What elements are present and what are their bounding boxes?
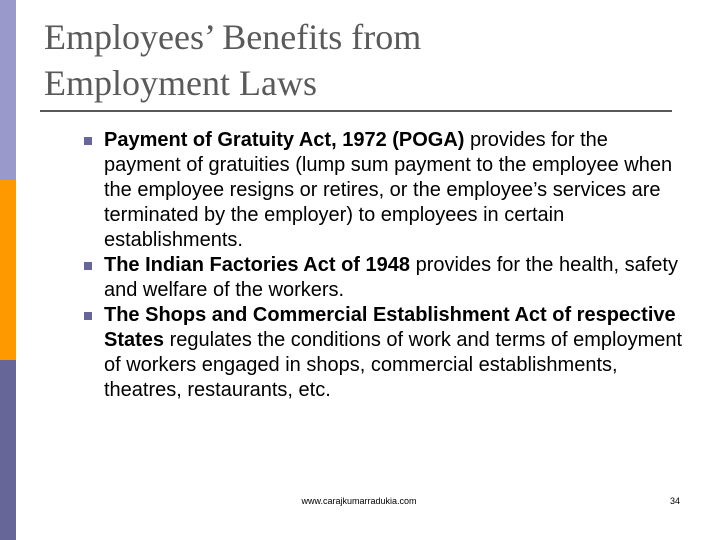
- square-bullet-icon: [84, 137, 92, 145]
- slide-title-line-2: Employment Laws: [44, 63, 317, 103]
- title-divider: [40, 110, 672, 112]
- slide-title: [44, 14, 684, 106]
- page-number: 34: [669, 496, 680, 506]
- bullet-body: regulates the conditions of work and terms of employment of workers engaged in shops, commercial establishments, theatres, restaurants, etc.: [104, 329, 683, 401]
- square-bullet-icon: [84, 262, 92, 270]
- bullet-body: provides for the payment of gratuities (lump sum payment to the employee when the employee resigns or retires, or the employee’s services are terminated by the employer) to employees in certain establishments.: [104, 129, 673, 251]
- bullet-item-gratuity: [84, 128, 684, 253]
- bullet-heading: Payment of Gratuity Act, 1972 (POGA): [104, 129, 465, 151]
- bullet-item-factories-act: [84, 253, 684, 303]
- footer-url: www.carajkumarradukia.com: [301, 496, 417, 506]
- bullet-list: [84, 128, 684, 403]
- slide-title-line-1: Employees’ Benefits from: [44, 17, 422, 57]
- square-bullet-icon: [84, 312, 92, 320]
- left-accent-bar-middle: [0, 180, 16, 360]
- bullet-item-shops-act: [84, 303, 684, 403]
- bullet-heading: The Shops and Commercial Establishment Act of respective States: [104, 304, 676, 351]
- bullet-body: provides for the health, safety and welfare of the workers.: [104, 254, 678, 301]
- bullet-heading: The Indian Factories Act of 1948: [104, 254, 411, 276]
- left-accent-bar-top: [0, 0, 16, 180]
- left-accent-bar-bottom: [0, 360, 16, 540]
